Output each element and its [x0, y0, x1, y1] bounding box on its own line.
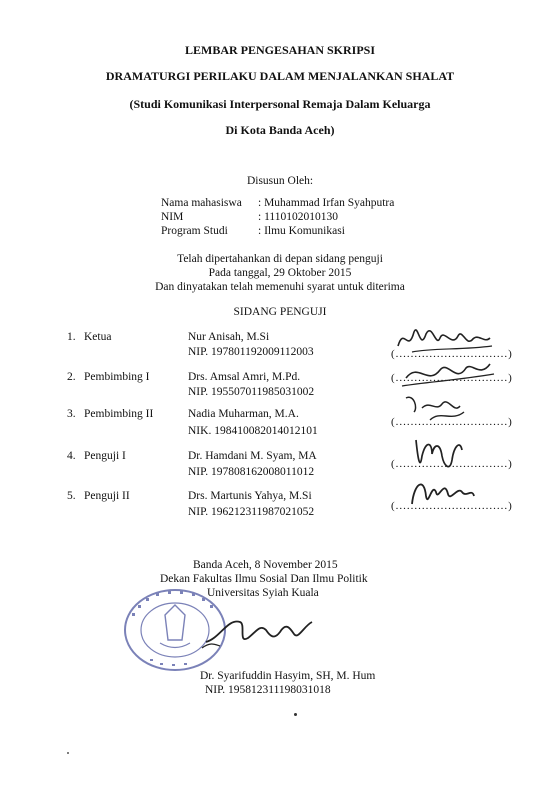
- examiner-name: Nadia Muharman, M.A.: [188, 408, 299, 420]
- signature-line: (..............................): [391, 348, 513, 360]
- author-program-label: Program Studi: [161, 225, 228, 237]
- scan-speck: [67, 752, 69, 754]
- examiner-role: Ketua: [84, 331, 112, 343]
- examiner-name: Drs. Amsal Amri, M.Pd.: [188, 371, 301, 383]
- examiners-heading: SIDANG PENGUJI: [233, 306, 327, 318]
- defense-line1: Telah dipertahankan di depan sidang penguji: [177, 253, 383, 265]
- signature-pembimbing-2: [396, 392, 476, 428]
- defense-date: Pada tanggal, 29 Oktober 2015: [208, 267, 352, 279]
- signature-dean: [200, 608, 330, 654]
- examiner-number: 5.: [67, 490, 76, 502]
- document-title: LEMBAR PENGESAHAN SKRIPSI: [184, 43, 376, 57]
- thesis-subtitle-line1: (Studi Komunikasi Interpersonal Remaja Dalam Keluarga: [129, 97, 431, 111]
- examiner-number: 4.: [67, 450, 76, 462]
- thesis-subtitle-line2: Di Kota Banda Aceh): [225, 123, 335, 137]
- examiner-number: 1.: [67, 331, 76, 343]
- examiner-id: NIP. 197801192009112003: [188, 346, 314, 358]
- examiner-id: NIP. 196212311987021052: [188, 506, 315, 518]
- examiner-role: Pembimbing I: [84, 371, 150, 383]
- examiner-id: NIP. 195507011985031002: [188, 386, 315, 398]
- author-program-value: : Ilmu Komunikasi: [258, 225, 345, 237]
- dean-name: Dr. Syarifuddin Hasyim, SH, M. Hum: [200, 670, 376, 682]
- signature-penguji-2: [402, 468, 482, 514]
- signature-line: (..............................): [391, 372, 513, 384]
- author-nim-label: NIM: [161, 211, 184, 223]
- examiner-name: Dr. Hamdani M. Syam, MA: [188, 450, 317, 462]
- examiner-role: Pembimbing II: [84, 408, 154, 420]
- examiner-id: NIK. 198410082014012101: [188, 425, 318, 437]
- examiner-number: 3.: [67, 408, 76, 420]
- scan-speck: [294, 713, 297, 716]
- signature-line: (..............................): [391, 500, 513, 512]
- author-name-label: Nama mahasiswa: [161, 197, 242, 209]
- examiner-name: Drs. Martunis Yahya, M.Si: [188, 490, 312, 502]
- signature-line: (..............................): [391, 416, 513, 428]
- signature-pembimbing-1: [398, 356, 498, 396]
- approval-university: Universitas Syiah Kuala: [207, 587, 319, 599]
- examiner-role: Penguji II: [84, 490, 130, 502]
- approval-position: Dekan Fakultas Ilmu Sosial Dan Ilmu Politik: [160, 573, 368, 585]
- author-nim-value: : 1110102010130: [258, 211, 338, 223]
- examiner-number: 2.: [67, 371, 76, 383]
- examiner-id: NIP. 197808162008011012: [188, 466, 315, 478]
- examiner-role: Penguji I: [84, 450, 126, 462]
- signature-line: (..............................): [391, 458, 513, 470]
- dean-id: NIP. 195812311198031018: [205, 684, 331, 696]
- approval-place-date: Banda Aceh, 8 November 2015: [193, 559, 338, 571]
- thesis-title: DRAMATURGI PERILAKU DALAM MENJALANKAN SHALAT: [105, 69, 455, 83]
- defense-line3: Dan dinyatakan telah memenuhi syarat untuk diterima: [155, 281, 405, 293]
- author-heading: Disusun Oleh:: [246, 175, 314, 187]
- examiner-name: Nur Anisah, M.Si: [188, 331, 270, 343]
- author-name-value: : Muhammad Irfan Syahputra: [258, 197, 395, 209]
